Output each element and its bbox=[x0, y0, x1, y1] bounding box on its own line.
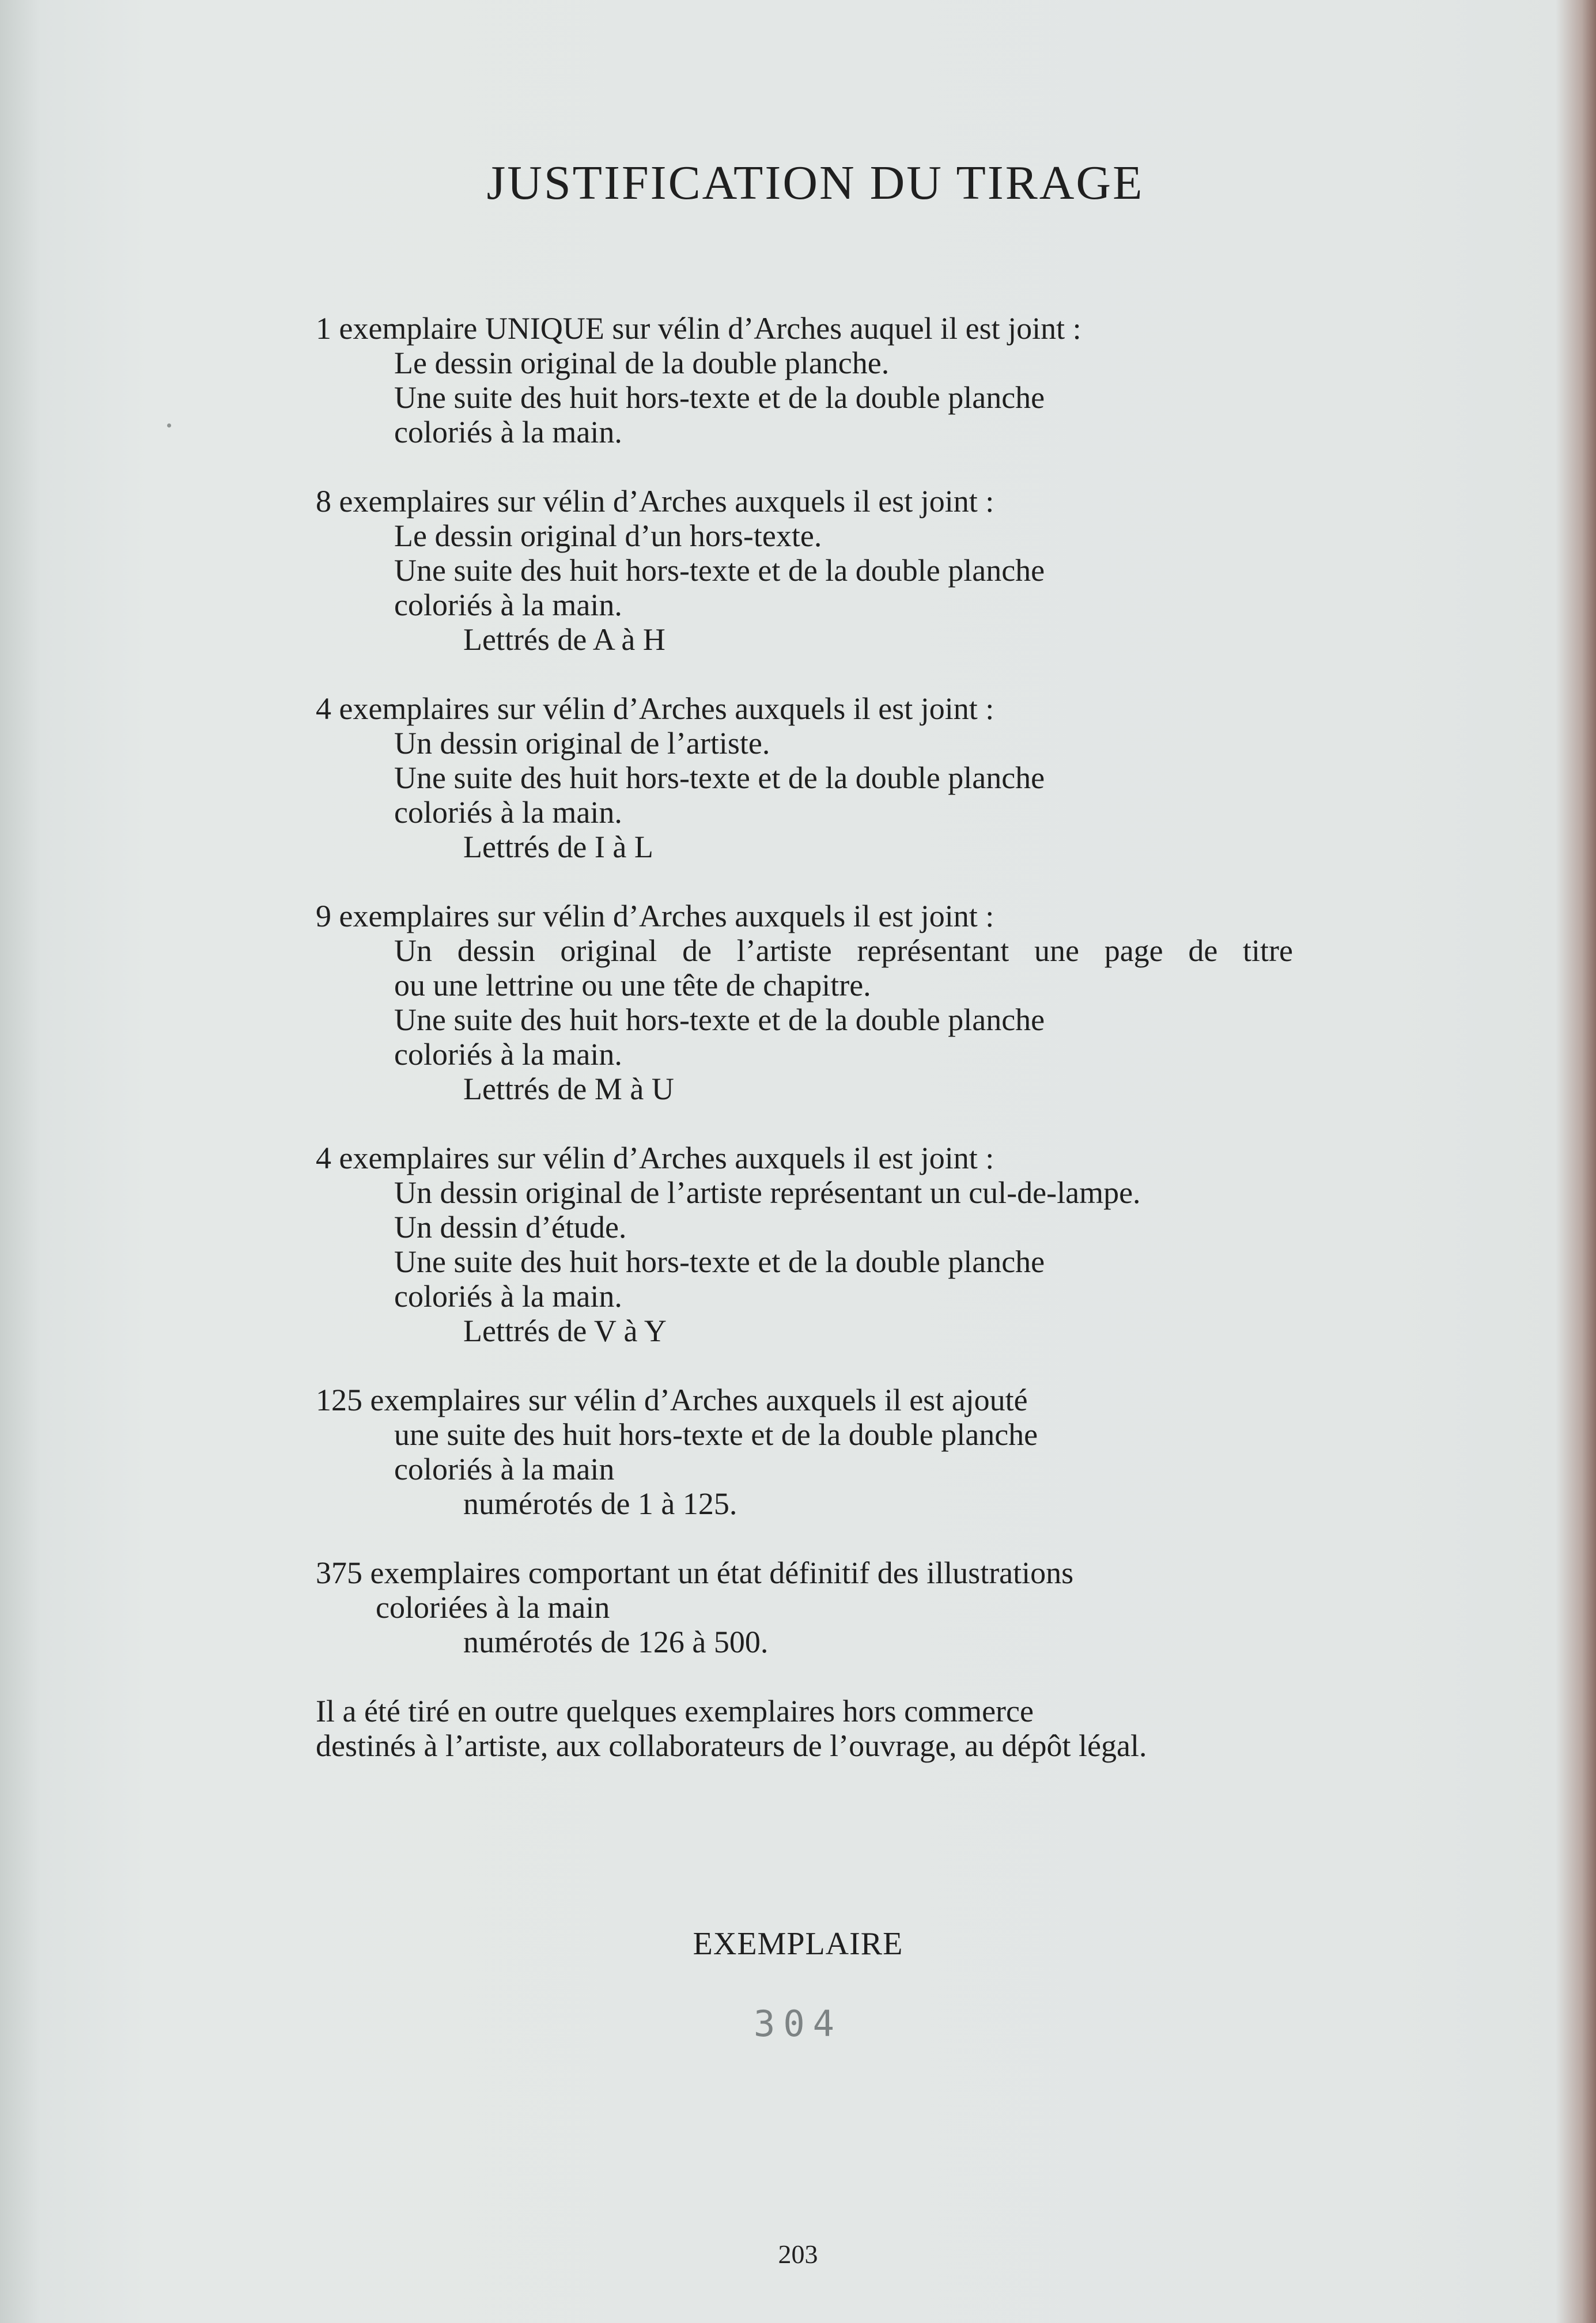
block-line: Une suite des huit hors-texte et de la double planche bbox=[394, 761, 1045, 795]
lettering-range: Lettrés de A à H bbox=[463, 622, 665, 657]
lettering-range: Lettrés de M à U bbox=[463, 1072, 674, 1106]
lettering-range: Lettrés de I à L bbox=[463, 830, 653, 864]
edition-block-v-y bbox=[316, 1141, 1382, 1348]
page-title: JUSTIFICATION DU TIRAGE bbox=[486, 156, 1144, 210]
edition-block-a-h bbox=[316, 484, 1382, 657]
hors-commerce-note bbox=[316, 1694, 1382, 1763]
block-line: ou une lettrine ou une tête de chapitre. bbox=[394, 968, 871, 1002]
page-number: 203 bbox=[778, 2239, 818, 2269]
block-heading: 1 exemplaire UNIQUE sur vélin d’Arches auquel il est joint : bbox=[316, 311, 1081, 346]
exemplaire-label: EXEMPLAIRE bbox=[693, 1926, 903, 1962]
block-line: coloriés à la main. bbox=[394, 1037, 622, 1072]
block-line: coloriés à la main bbox=[394, 1452, 615, 1486]
block-heading: 125 exemplaires sur vélin d’Arches auxquels il est ajouté bbox=[316, 1383, 1028, 1417]
numbering-range: numérotés de 126 à 500. bbox=[463, 1625, 769, 1659]
block-line: Une suite des huit hors-texte et de la double planche bbox=[394, 1244, 1045, 1279]
block-line: Un dessin original de l’artiste. bbox=[394, 726, 770, 761]
block-line: Un dessin original de l’artiste représentant une page de titre bbox=[394, 933, 1293, 968]
block-line: coloriés à la main. bbox=[394, 588, 622, 622]
edition-block-1-125 bbox=[316, 1383, 1382, 1521]
numbering-range: numérotés de 1 à 125. bbox=[463, 1486, 738, 1521]
block-line: coloriées à la main bbox=[376, 1590, 610, 1625]
block-line: Une suite des huit hors-texte et de la double planche bbox=[394, 1002, 1045, 1037]
block-heading: 9 exemplaires sur vélin d’Arches auxquels il est joint : bbox=[316, 899, 994, 933]
block-line: coloriés à la main. bbox=[394, 795, 622, 830]
block-heading: 8 exemplaires sur vélin d’Arches auxquels il est joint : bbox=[316, 484, 994, 519]
edition-block-unique bbox=[316, 311, 1382, 449]
block-heading: 375 exemplaires comportant un état définitif des illustrations bbox=[316, 1556, 1074, 1590]
edition-statement bbox=[316, 311, 1382, 1763]
block-line: coloriés à la main. bbox=[394, 415, 622, 449]
block-line: Une suite des huit hors-texte et de la double planche bbox=[394, 380, 1045, 415]
block-line: Une suite des huit hors-texte et de la double planche bbox=[394, 553, 1045, 588]
closing-line: destinés à l’artiste, aux collaborateurs de l’ouvrage, au dépôt légal. bbox=[316, 1728, 1147, 1763]
paper-speck bbox=[167, 423, 171, 427]
block-line: Le dessin original de la double planche. bbox=[394, 346, 890, 380]
lettering-range: Lettrés de V à Y bbox=[463, 1314, 667, 1348]
edition-block-m-u bbox=[316, 899, 1382, 1106]
block-line: une suite des huit hors-texte et de la double planche bbox=[394, 1417, 1038, 1452]
block-line: Un dessin d’étude. bbox=[394, 1210, 627, 1244]
block-line: coloriés à la main. bbox=[394, 1279, 622, 1314]
exemplaire-number: 304 bbox=[754, 2003, 842, 2045]
edition-block-i-l bbox=[316, 691, 1382, 864]
block-line: Un dessin original de l’artiste représentant un cul-de-lampe. bbox=[394, 1175, 1141, 1210]
edition-block-126-500 bbox=[316, 1556, 1382, 1659]
block-heading: 4 exemplaires sur vélin d’Arches auxquels il est joint : bbox=[316, 1141, 994, 1175]
block-line: Le dessin original d’un hors-texte. bbox=[394, 519, 822, 553]
closing-line: Il a été tiré en outre quelques exemplaires hors commerce bbox=[316, 1694, 1034, 1728]
block-heading: 4 exemplaires sur vélin d’Arches auxquels il est joint : bbox=[316, 691, 994, 726]
